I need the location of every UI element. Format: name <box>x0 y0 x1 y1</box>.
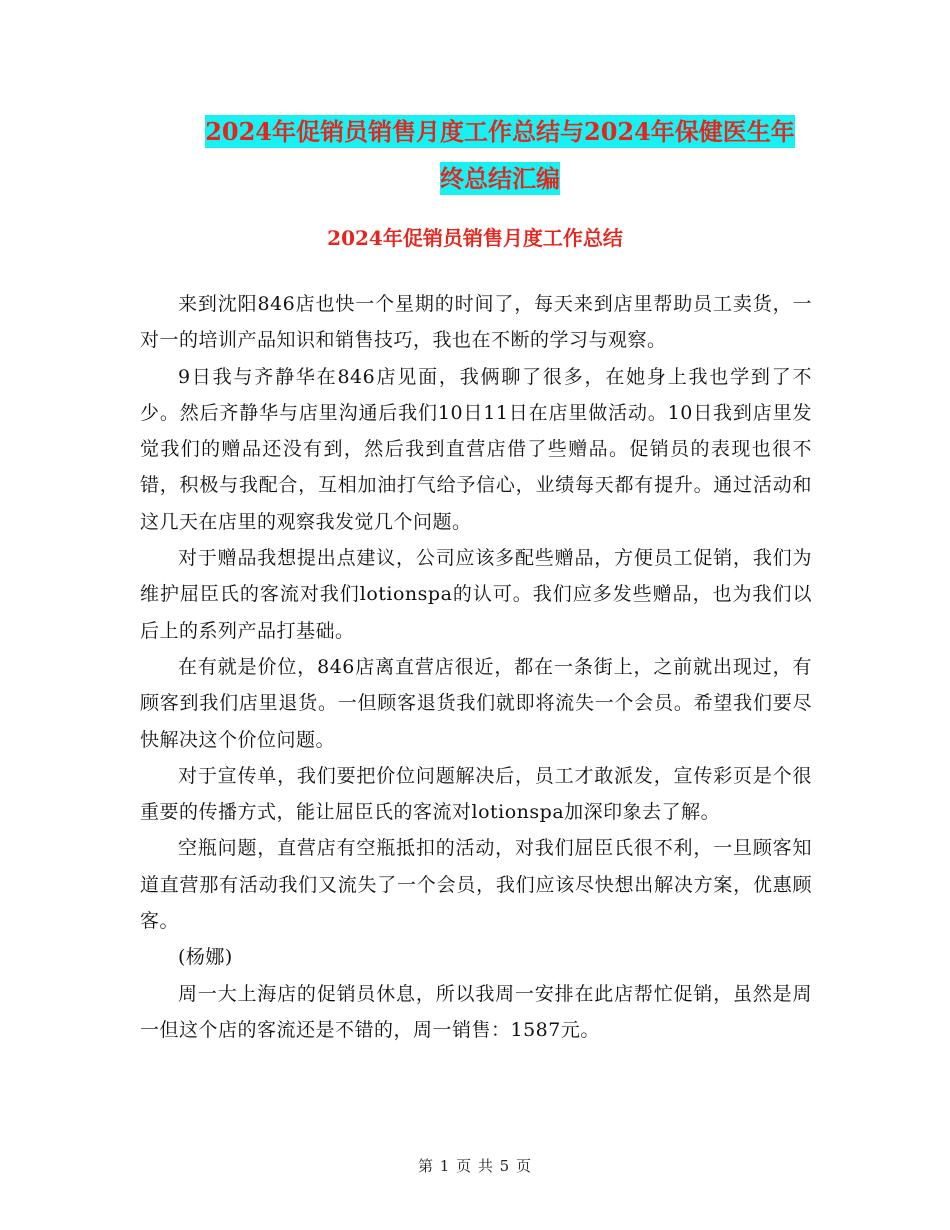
document-title-line-2: 终总结汇编 <box>440 164 560 193</box>
page-number-footer: 第 1 页 共 5 页 <box>418 1157 532 1175</box>
paragraph: 来到沈阳846店也快一个星期的时间了，每天来到店里帮助员工卖货，一对一的培训产品知识和销售技巧，我也在不断的学习与观察。 <box>140 293 812 352</box>
document-title <box>140 108 860 202</box>
document-body <box>140 286 812 1048</box>
paragraph: 空瓶问题，直营店有空瓶抵扣的活动，对我们屈臣氏很不利，一旦顾客知道直营那有活动我们又流失了一个会员，我们应该尽快想出解决方案，优惠顾客。 <box>140 837 812 933</box>
paragraph: 9日我与齐静华在846店见面，我俩聊了很多，在她身上我也学到了不少。然后齐静华与店里沟通后我们10日11日在店里做活动。10日我到店里发觉我们的赠品还没有到，然后我到直营店借了些赠品。促销员的表现也很不错，积极与我配合，互相加油打气给予信心，业绩每天都有提升。通过活动和这几天在店里的观察我发觉几个问题。 <box>140 365 812 533</box>
document-title-line-1: 2024年促销员销售月度工作总结与2024年保健医生年 <box>205 117 795 146</box>
author-signature: (杨娜) <box>178 946 233 969</box>
paragraph: 对于赠品我想提出点建议，公司应该多配些赠品，方便员工促销，我们为维护屈臣氏的客流对我们lotionspa的认可。我们应多发些赠品，也为我们以后上的系列产品打基础。 <box>140 547 812 642</box>
section-title: 2024年促销员销售月度工作总结 <box>327 226 623 250</box>
paragraph: 在有就是价位，846店离直营店很近，都在一条街上，之前就出现过，有顾客到我们店里退货。一但顾客退货我们就即将流失一个会员。希望我们要尽快解决这个价位问题。 <box>140 655 812 751</box>
paragraph: 周一大上海店的促销员休息，所以我周一安排在此店帮忙促销，虽然是周一但这个店的客流还是不错的，周一销售：1587元。 <box>140 982 812 1041</box>
paragraph: 对于宣传单，我们要把价位问题解决后，员工才敢派发，宣传彩页是个很重要的传播方式，能让屈臣氏的客流对lotionspa加深印象去了解。 <box>140 764 812 824</box>
